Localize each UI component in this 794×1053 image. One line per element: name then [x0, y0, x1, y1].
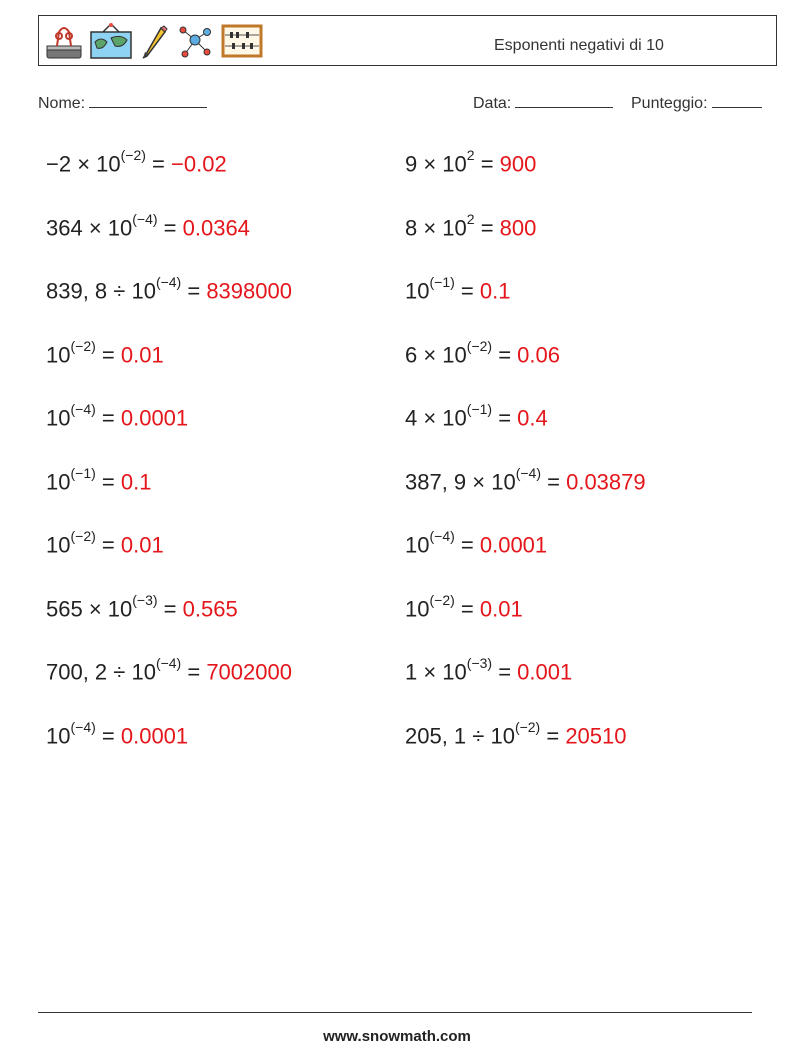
- problem-answer: 20510: [565, 722, 627, 748]
- problem-exponent: 2: [466, 210, 475, 227]
- problem-exponent: (−4): [70, 401, 96, 417]
- problem-base: 9 × 10: [405, 151, 467, 177]
- problem-left-5: [46, 401, 189, 431]
- problem-base: 10: [46, 405, 71, 431]
- abacus-icon: [221, 22, 263, 60]
- problem-right-10: [405, 718, 627, 749]
- problem-equals: =: [95, 405, 121, 431]
- score-label: Punteggio:: [631, 95, 708, 112]
- problem-exponent: (−2): [514, 718, 541, 735]
- problem-equals: =: [157, 214, 183, 240]
- problem-equals: =: [454, 595, 480, 621]
- problem-answer: 0.0364: [182, 214, 250, 240]
- problem-answer: 0.4: [517, 405, 548, 431]
- problem-left-4: [46, 337, 164, 368]
- problem-base: 565 × 10: [46, 595, 133, 621]
- pencil-icon: [139, 22, 169, 60]
- name-field: [38, 93, 207, 113]
- molecule-icon: [175, 22, 215, 60]
- problem-base: 700, 2 ÷ 10: [46, 659, 156, 685]
- problem-base: 205, 1 ÷ 10: [405, 722, 515, 748]
- problem-left-1: [46, 147, 227, 177]
- problem-equals: =: [95, 341, 121, 367]
- problem-base: 10: [46, 468, 71, 494]
- problem-answer: 0.01: [120, 341, 164, 367]
- problem-left-3: [46, 274, 292, 304]
- problem-equals: =: [474, 214, 500, 240]
- footer-site: www.snowmath.com: [323, 1028, 471, 1045]
- problem-exponent: (−1): [466, 401, 493, 417]
- problem-base: −2 × 10: [46, 151, 121, 177]
- problem-answer: 800: [499, 214, 537, 240]
- problem-equals: =: [145, 151, 172, 177]
- problem-exponent: (−2): [120, 147, 146, 163]
- problem-base: 1 × 10: [405, 659, 467, 685]
- problem-exponent: (−4): [155, 274, 182, 290]
- worksheet-header: [38, 15, 777, 66]
- problem-answer: 0.0001: [479, 532, 548, 558]
- problem-exponent: (−1): [70, 464, 96, 481]
- problem-base: 10: [405, 595, 430, 621]
- problem-base: 364 × 10: [46, 214, 133, 240]
- date-blank[interactable]: [515, 93, 613, 108]
- binder-clip-icon: [45, 22, 83, 60]
- problem-exponent: (−4): [70, 718, 96, 735]
- problem-exponent: (−2): [70, 337, 96, 354]
- problem-equals: =: [540, 722, 566, 748]
- problem-right-1: [405, 147, 537, 177]
- problem-answer: 0.001: [517, 659, 573, 685]
- problem-base: 10: [405, 532, 430, 558]
- problem-equals: =: [492, 405, 518, 431]
- problem-right-6: [405, 464, 646, 495]
- problem-left-10: [46, 718, 189, 749]
- problem-exponent: (−3): [132, 591, 158, 608]
- problem-right-4: [405, 337, 560, 368]
- problem-base: 6 × 10: [405, 341, 467, 367]
- problem-equals: =: [492, 341, 518, 367]
- problem-equals: =: [181, 278, 207, 304]
- problem-left-8: [46, 591, 238, 622]
- problem-answer: 900: [499, 151, 537, 177]
- problem-left-2: [46, 210, 250, 241]
- problem-left-9: [46, 655, 292, 685]
- problem-exponent: (−2): [429, 591, 455, 608]
- problem-answer: 0.1: [120, 468, 152, 494]
- problem-answer: 0.01: [479, 595, 523, 621]
- problem-answer: 0.0001: [120, 722, 189, 748]
- name-blank[interactable]: [89, 93, 207, 108]
- worksheet-title: Esponenti negativi di 10: [494, 37, 664, 54]
- problem-equals: =: [454, 532, 480, 558]
- problem-answer: 0.1: [479, 278, 511, 304]
- problem-exponent: (−1): [429, 274, 455, 290]
- problem-equals: =: [492, 659, 518, 685]
- problem-exponent: (−4): [515, 464, 542, 481]
- problem-right-2: [405, 210, 537, 241]
- problem-equals: =: [95, 468, 121, 494]
- problem-answer: 0.06: [517, 341, 560, 367]
- footer-divider: [38, 1012, 752, 1013]
- problem-answer: 8398000: [206, 278, 292, 304]
- date-field: [473, 93, 613, 113]
- problem-exponent: 2: [466, 147, 475, 163]
- problem-exponent: (−4): [155, 655, 182, 671]
- problem-left-7: [46, 528, 164, 558]
- score-blank[interactable]: [712, 93, 762, 108]
- problem-base: 8 × 10: [405, 214, 467, 240]
- problem-right-9: [405, 655, 573, 685]
- problem-base: 10: [46, 341, 71, 367]
- problem-answer: 0.03879: [566, 468, 646, 494]
- problem-answer: 0.565: [182, 595, 238, 621]
- problem-right-3: [405, 274, 511, 304]
- problem-base: 4 × 10: [405, 405, 467, 431]
- problem-base: 387, 9 × 10: [405, 468, 516, 494]
- problem-answer: 0.01: [120, 532, 164, 558]
- name-label: Nome:: [38, 95, 86, 112]
- problem-equals: =: [181, 659, 207, 685]
- problem-equals: =: [454, 278, 480, 304]
- problem-base: 839, 8 ÷ 10: [46, 278, 156, 304]
- problem-exponent: (−4): [132, 210, 158, 227]
- problem-base: 10: [46, 722, 71, 748]
- problem-exponent: (−2): [70, 528, 96, 544]
- problem-left-6: [46, 464, 152, 495]
- map-board-icon: [89, 22, 133, 60]
- problem-right-8: [405, 591, 523, 622]
- date-label: Data:: [473, 95, 512, 112]
- problem-answer: −0.02: [171, 151, 227, 177]
- header-icons: [45, 21, 263, 61]
- problem-base: 10: [46, 532, 71, 558]
- problem-answer: 7002000: [206, 659, 292, 685]
- problem-answer: 0.0001: [120, 405, 189, 431]
- problem-equals: =: [95, 722, 121, 748]
- problem-equals: =: [157, 595, 183, 621]
- problem-right-5: [405, 401, 548, 431]
- score-field: [631, 93, 762, 113]
- problem-equals: =: [541, 468, 567, 494]
- problem-equals: =: [474, 151, 500, 177]
- problem-exponent: (−3): [466, 655, 493, 671]
- problem-exponent: (−4): [429, 528, 455, 544]
- problem-base: 10: [405, 278, 430, 304]
- problem-right-7: [405, 528, 548, 558]
- problem-exponent: (−2): [466, 337, 493, 354]
- problem-equals: =: [95, 532, 121, 558]
